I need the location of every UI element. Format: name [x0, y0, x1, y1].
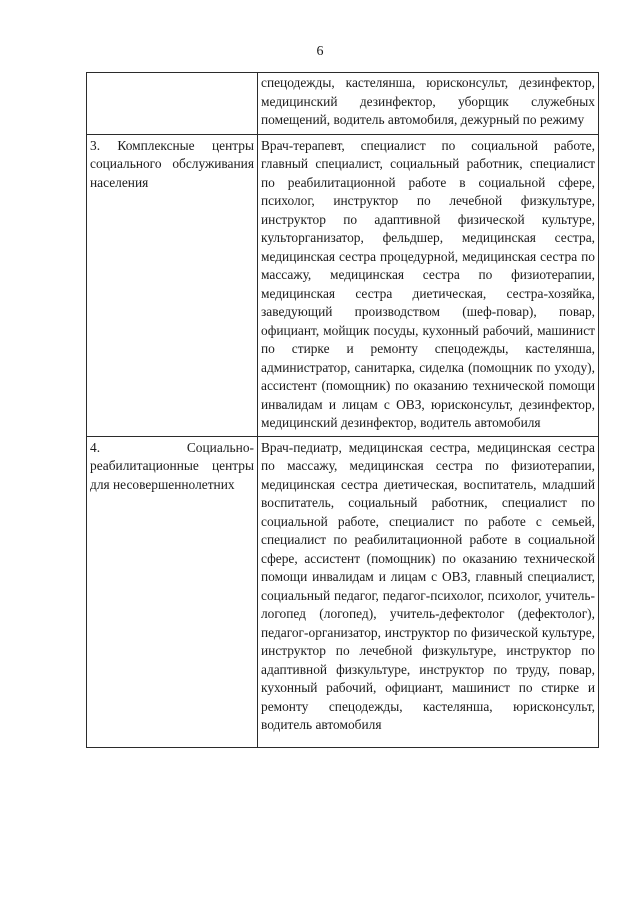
category-text: 3. Комплексные центры социального обслуживания населения — [90, 137, 254, 190]
positions-cell — [258, 134, 599, 436]
category-cell — [87, 134, 258, 436]
category-cell — [87, 436, 258, 747]
positions-text: Врач-педиатр, медицинская сестра, медицинская сестра по массажу, медицинская сестра по физиотерапии, медицинская сестра диетическая, воспитатель, младший воспитатель, социальный работник, специалист по социальной работе, специалист по работе с семьей, специалист по реабилитационной работе в социальной сфере, ассистент (помощник) по оказанию технической помощи инвалидам и лицам с ОВЗ, главный специалист, социальный педагог, педагог-психолог, психолог, учитель-логопед (логопед), учитель-дефектолог (дефектолог), педагог-организатор, инструктор по физической культуре, инструктор по лечебной физкультуре, инструктор по адаптивной физкультуре, инструктор по труду, повар, кухонный рабочий, официант, машинист по стирке и ремонту спецодежды, кастелянша, юрисконсульт, водитель автомобиля — [261, 439, 595, 732]
staff-positions-table — [86, 72, 599, 748]
table-row — [87, 134, 599, 436]
page-number: 6 — [316, 44, 324, 59]
category-text: 4. Социально-реабилитационные центры для несовершеннолетних — [90, 439, 254, 492]
table-row — [87, 436, 599, 747]
table-row — [87, 73, 599, 135]
positions-cell — [258, 436, 599, 747]
category-cell — [87, 73, 258, 135]
positions-text: спецодежды, кастелянша, юрисконсульт, дезинфектор, медицинский дезинфектор, уборщик служебных помещений, водитель автомобиля, дежурный по режиму — [261, 75, 595, 127]
positions-cell — [258, 73, 599, 135]
positions-text: Врач-терапевт, специалист по социальной работе, главный специалист, социальный работник, специалист по реабилитационной работе в социальной сфере, психолог, инструктор по лечебной физкультуре, инструктор по адаптивной физической культуре, культорганизатор, фельдшер, медицинская сестра, медицинская сестра процедурной, медицинская сестра по массажу, медицинская сестра по физиотерапии, медицинская сестра диетическая, сестра-хозяйка, заведующий производством (шеф-повар), повар, официант, мойщик посуды, кухонный рабочий, машинист по стирке и ремонту спецодежды, кастелянша, администратор, санитарка, сиделка (помощник по уходу), ассистент (помощник) по оказанию технической помощи инвалидам и лицам с ОВЗ, юрисконсульт, дезинфектор, медицинский дезинфектор, водитель автомобиля — [261, 137, 595, 430]
